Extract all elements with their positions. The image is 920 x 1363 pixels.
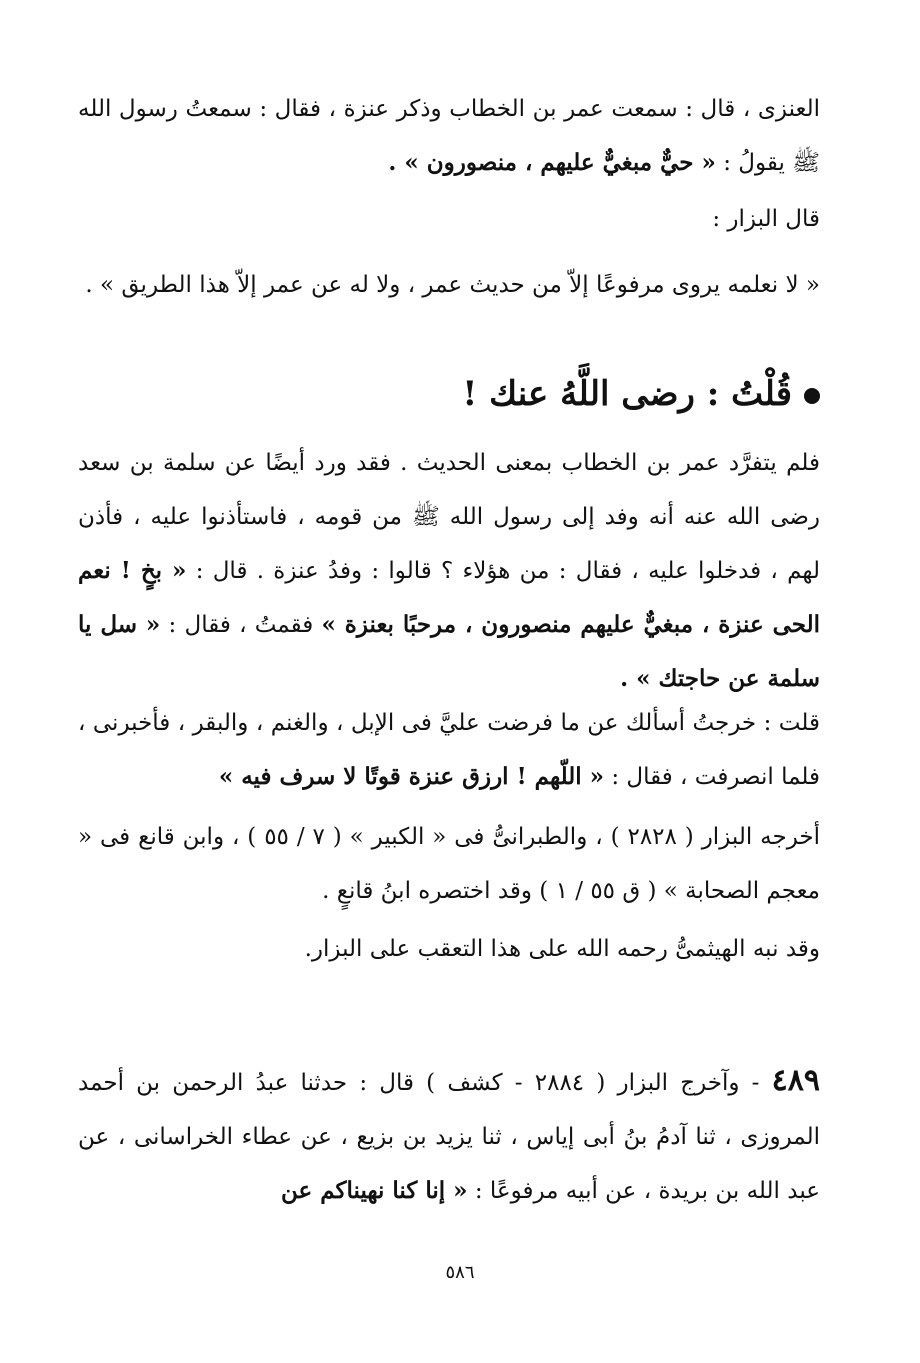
paragraph-hadith-text <box>78 82 820 190</box>
paragraph-bazzar-label <box>78 192 820 246</box>
text-run: أخرجه البزار ( ٢٨٢٨ ) ، والطبرانىُّ فى « الكبير » ( ٧ / ٥٥ ) ، وابن قانع فى « معجم الصحابة » ( ق ٥٥ / ١ ) وقد اختصره ابنُ قانعٍ . <box>78 824 820 904</box>
heading-text: قُلْتُ : رضى اللَّهُ عنك ! <box>462 374 792 414</box>
quote-bold: « اللّهم ! ارزق عنزة قوتًا لا سرف فيه » <box>218 763 604 790</box>
paragraph-takhrij <box>78 810 820 918</box>
paragraph-hadith-489 <box>78 1054 820 1218</box>
quote-bold: « إنا كنا نهيناكم عن <box>281 1177 468 1204</box>
paragraph-commentary-2 <box>78 696 820 804</box>
text-run: قلت : خرجتُ أسألك عن ما فرضت عليَّ فى الإبل ، والغنم ، والبقر ، فأخبرنى ، فلما انصرفت ، فقال : <box>78 710 820 790</box>
hadith-number: ٤٨٩ <box>771 1063 820 1098</box>
text-run: العنزى ، قال : سمعت عمر بن الخطاب وذكر عنزة ، فقال : سمعتُ رسول الله ﷺ يقولُ : <box>78 96 821 176</box>
quote-bold: « سل يا سلمة عن حاجتك » . <box>78 611 820 692</box>
quote-bold: « حيٌّ مبغيٌّ عليهم ، منصورون » . <box>388 149 716 176</box>
bullet-icon <box>804 388 820 404</box>
quote-bold: « بخٍ ! نعم الحى عنزة ، مبغيٌّ عليهم منصورون ، مرحبًا بعنزة » <box>78 557 821 638</box>
text-run: قال البزار : <box>712 206 820 232</box>
paragraph-commentary <box>78 436 820 706</box>
page-number: ٥٨٦ <box>445 1262 475 1283</box>
text-run: « لا نعلمه يروى مرفوعًا إلاّ من حديث عمر ، ولا له عن عمر إلاّ هذا الطريق » . <box>85 272 820 298</box>
paragraph-bazzar-quote <box>78 258 820 312</box>
text-run: وقد نبه الهيثمىُّ رحمه الله على هذا التعقب على البزار. <box>304 936 820 962</box>
paragraph-haythami-note <box>78 922 820 976</box>
text-run: فقمتُ ، فقال : <box>168 612 314 638</box>
text-run: - وآخرج البزار ( ٢٨٨٤ - كشف ) قال : حدثنا عبدُ الرحمن بن أحمد المروزى ، ثنا آدمُ بنُ أبى إياس ، ثنا يزيد بن بزيع ، عن عطاء الخراسانى ، عن عبد الله بن بريدة ، عن أبيه مرفوعًا : <box>78 1070 820 1204</box>
section-heading <box>300 364 820 424</box>
text-run: فلم يتفرَّد عمر بن الخطاب بمعنى الحديث . فقد ورد أيضًا عن سلمة بن سعد رضى الله عنه أنه وفد إلى رسول الله ﷺ من قومه ، فاستأذنوا عليه ، فأذن لهم ، فدخلوا عليه ، فقال : من هؤلاء ؟ قالوا : وفدُ عنزة . قال : <box>78 450 821 584</box>
